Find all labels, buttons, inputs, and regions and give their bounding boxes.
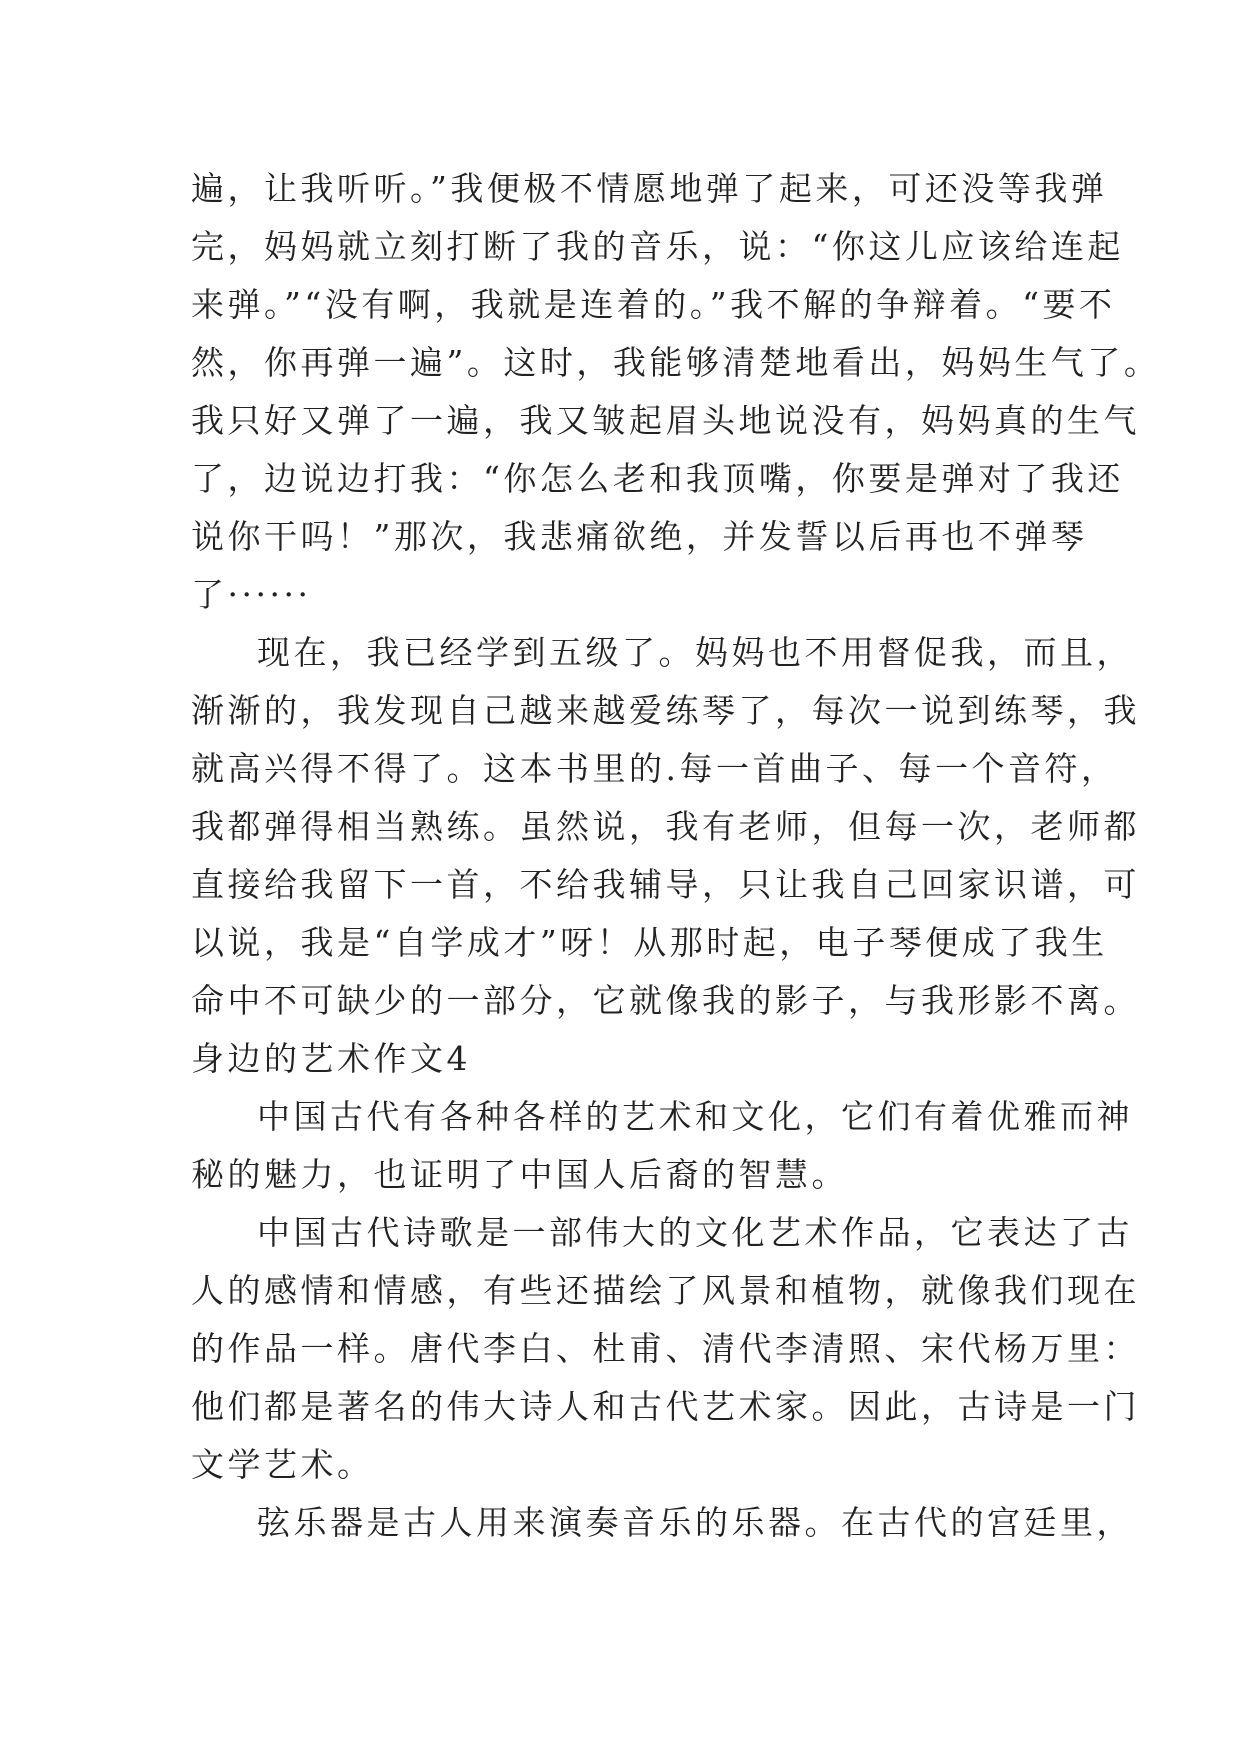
text-line: 命中不可缺少的一部分，它就像我的影子，与我形影不离。 bbox=[191, 981, 1140, 1020]
text-line: 来弹。”“没有啊，我就是连着的。”我不解的争辩着。“要不 bbox=[191, 285, 1116, 324]
text-line: 我只好又弹了一遍，我又皱起眉头地说没有，妈妈真的生气 bbox=[191, 401, 1140, 440]
text-line: 说你干吗！”那次，我悲痛欲绝，并发誓以后再也不弹琴 bbox=[191, 517, 1088, 556]
text-line: 身边的艺术作文4 bbox=[191, 1039, 471, 1078]
text-line: 了······ bbox=[191, 575, 312, 614]
paragraph-start-line: 中国古代有各种各样的艺术和文化，它们有着优雅而神 bbox=[257, 1097, 1133, 1136]
text-line: 的作品一样。唐代李白、杜甫、清代李清照、宋代杨万里： bbox=[191, 1329, 1140, 1368]
paragraph-start-line: 现在，我已经学到五级了。妈妈也不用督促我，而且， bbox=[257, 633, 1133, 672]
document-body bbox=[191, 160, 1161, 1552]
text-line: 了，边说边打我：“你怎么老和我顶嘴，你要是弹对了我还 bbox=[191, 459, 1124, 498]
text-line: 就高兴得不得了。这本书里的.每一首曲子、每一个音符， bbox=[191, 749, 1118, 788]
paragraph-start-line: 弦乐器是古人用来演奏音乐的乐器。在古代的宫廷里， bbox=[257, 1503, 1133, 1542]
text-line: 渐渐的，我发现自己越来越爱练琴了，每次一说到练琴，我 bbox=[191, 691, 1140, 730]
text-line: 直接给我留下一首，不给我辅导，只让我自己回家识谱，可 bbox=[191, 865, 1140, 904]
text-line: 遍，让我听听。”我便极不情愿地弹了起来，可还没等我弹 bbox=[191, 169, 1108, 208]
text-line: 秘的魅力，也证明了中国人后裔的智慧。 bbox=[191, 1155, 848, 1194]
text-line: 人的感情和情感，有些还描绘了风景和植物，就像我们现在 bbox=[191, 1271, 1140, 1310]
paragraph-start-line: 中国古代诗歌是一部伟大的文化艺术作品，它表达了古 bbox=[257, 1213, 1133, 1252]
text-line: 然，你再弹一遍”。这时，我能够清楚地看出，妈妈生气了。 bbox=[191, 343, 1161, 382]
text-line: 我都弹得相当熟练。虽然说，我有老师，但每一次，老师都 bbox=[191, 807, 1140, 846]
text-line: 他们都是著名的伟大诗人和古代艺术家。因此，古诗是一门 bbox=[191, 1387, 1140, 1426]
text-line: 文学艺术。 bbox=[191, 1445, 374, 1484]
text-line: 完，妈妈就立刻打断了我的音乐，说：“你这儿应该给连起 bbox=[191, 227, 1124, 266]
text-line: 以说，我是“自学成才”呀！从那时起，电子琴便成了我生 bbox=[191, 923, 1108, 962]
